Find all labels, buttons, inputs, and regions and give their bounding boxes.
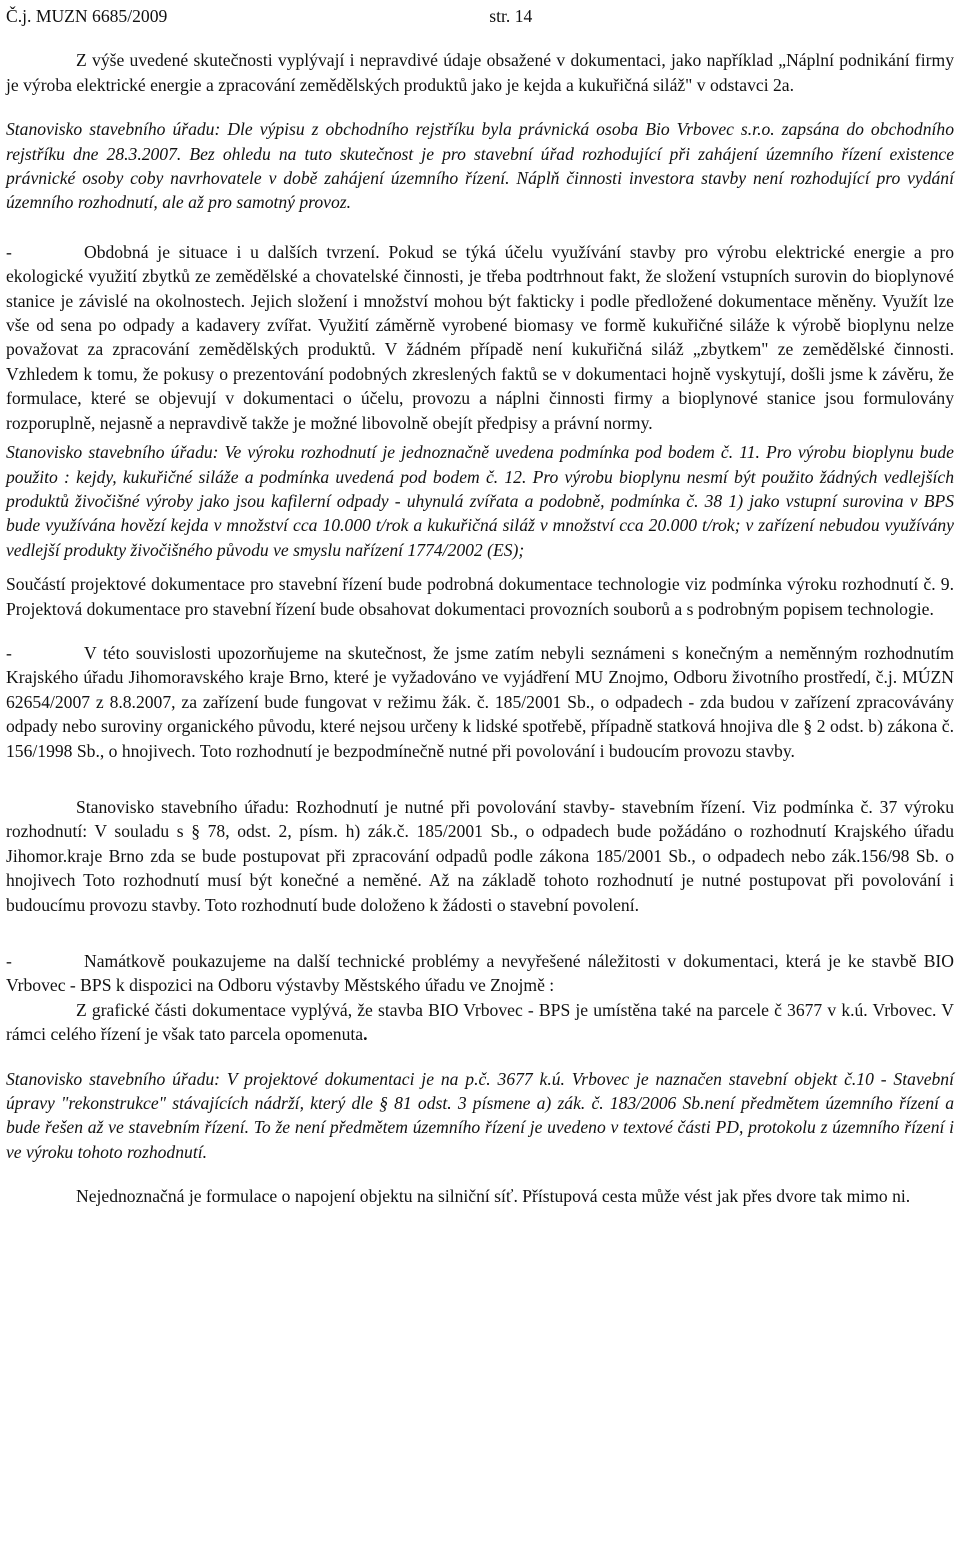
paragraph-4-statement: Stanovisko stavebního úřadu: Ve výroku rozhodnutí je jednoznačně uvedena podmínka pod bodem č. 11. Pro výrobu bioplynu bude použito : kejdy, kukuřičné siláže a podmínka uvedená pod bodem č. 12. Pro výrobu bioplynu nesmí být použito žádných vedlejších produktů živočišné výroby jako jsou kafilerní odpady - uhynulá zvířata a podobně, podmínka č. 38 1) jako vstupní surovina v BPS bude využívána hovězí kejda v množství cca 10.000 t/rok a kukuřičná siláž v množství cca 20.000 t/rok; v zařízení nebudou využívány vedlejší produkty živočišného původu ve smyslu nařízení 1774/2002 (ES);	[6, 442, 954, 560]
paragraph-8-text: Namátkově poukazujeme na další technické problémy a nevyřešené náležitosti v dokumentaci, která je ke stavbě BIO Vrbovec - BPS k dispozici na Odboru výstavby Městského úřadu ve Znojmě :	[6, 951, 954, 996]
page-header	[6, 4, 954, 28]
page-number: str. 14	[489, 6, 533, 26]
paragraph-11: Nejednoznačná je formulace o napojení objektu na silniční síť. Přístupová cesta může vést jak přes dvore tak mimo ni.	[76, 1186, 911, 1207]
dash-marker: -	[6, 951, 12, 971]
dash-marker: -	[6, 241, 12, 262]
paragraph-3-text: Obdobná je situace i u dalších tvrzení. Pokud se týká účelu využívání stavby pro výrobu elektrické energie a pro ekologické využití zbytků ze zemědělské a chovatelské činnosti, je třeba podtrhnout fakt, že složení vstupních surovin do bioplynové stanice je závislé na okolnostech. Jejich složení i množství mohou být fakticky i podle předložené dokumentace měněny. Využít lze vše od sena po odpady a kadavery zvířat. Využití záměrně vyrobené biomasy ve formě kukuřičné siláže k výrobě bioplynu nelze považovat za zpracování zemědělských produktů. V žádném případě není kukuřičná siláž „zbytkem" ze zemědělské činnosti. Vzhledem k tomu, že pokusy o prezentování podobných zkreslených faktů se v dokumentaci hojně vyskytují, došli jsme k závěru, že formulace, které se objevují v dokumentaci o účelu, provozu a náplni činnosti firmy a bioplynové stanice jsou formulovány rozporuplně, nejasně a nepravdivě takže je možné libovolně obejít předpisy a právní normy.	[6, 241, 954, 433]
paragraph-6-text: V této souvislosti upozorňujeme na skutečnost, že jsme zatím nebyli seznámeni s konečným a neměnným rozhodnutím Krajského úřadu Jihomoravského kraje Brno, které je vyžadováno ve vyjádření MU Znojmo, Odboru životního prostředí, č.j. MÚZN 62654/2007 z 8.8.2007, za zařízení bude fungovat v režimu žák. č. 185/2001 Sb., o odpadech - zda budou v zařízení zpracovávány odpady nebo suroviny organického původu, které nejsou určeny k lidské spotřebě, případně statková hnojiva dle § 2 odst. b) zákona č. 156/1998 Sb., o hnojivech. Toto rozhodnutí je bezpodmínečně nutné při povolování i budoucím provozu stavby.	[6, 642, 954, 761]
paragraph-10-statement: Stanovisko stavebního úřadu: V projektové dokumentaci je na p.č. 3677 k.ú. Vrbovec je naznačen stavební objekt č.10 - Stavební úpravy "rekonstrukce" stávajících nádrží, který dle § 81 odst. 3 písmene a) zák. č. 183/2006 Sb.není předmětem územního řízení a bude řešen až ve stavebním řízení. To že není předmětem územního řízení je uvedeno v textové části PD, protokolu z územního řízení i ve výroku tohoto rozhodnutí.	[6, 1068, 954, 1162]
paragraph-9-text: Z grafické části dokumentace vyplývá, že stavba BIO Vrbovec - BPS je umístěna také na parcele č 3677 v k.ú. Vrbovec. V rámci celého řízení je však tato parcela opomenuta	[6, 999, 954, 1045]
paragraph-5: Součástí projektové dokumentace pro stavební řízení bude podrobná dokumentace technologie viz podmínka výroku rozhodnutí č. 9. Projektová dokumentace pro stavební řízení bude obsahovat dokumentaci provozních souborů a s podrobným popisem technologie.	[6, 574, 954, 619]
paragraph-1: Z výše uvedené skutečnosti vyplývají i nepravdivé údaje obsažené v dokumentaci, jako například „Náplní podnikání firmy je výroba elektrické energie a zpracování zemědělských produktů jako je kejda a kukuřičná siláž" v odstavci 2a.	[6, 50, 954, 95]
reference-number: Č.j. MUZN 6685/2009	[6, 6, 168, 26]
paragraph-6	[6, 641, 954, 763]
paragraph-7-statement: Stanovisko stavebního úřadu: Rozhodnutí je nutné při povolování stavby- stavebním řízení. Viz podmínka č. 37 výroku rozhodnutí: V souladu s § 78, odst. 2, písm. h) zák.č. 185/2001 Sb., o odpadech bude požádáno o rozhodnutí Krajského úřadu Jihomor.kraje Brno zda se bude postupovat při zpracování odpadů podle zákona 185/2001 Sb., o odpadech nebo zák.156/98 Sb. o hnojivech Toto rozhodnutí musí být konečné a neměné. Až na základě tohoto rozhodnutí je nutné postupovat při povolování i budoucímu provozu stavby. Toto rozhodnutí bude doloženo k žádosti o stavební povolení.	[6, 796, 954, 915]
paragraph-8	[6, 949, 954, 998]
paragraph-3	[6, 240, 954, 435]
paragraph-2-statement: Stanovisko stavebního úřadu: Dle výpisu z obchodního rejstříku byla právnická osoba Bio Vrbovec s.r.o. zapsána do obchodního rejstříku dne 28.3.2007. Bez ohledu na tuto skutečnost je pro stavební úřad rozhodující při zahájení územního řízení existence právnické osoby coby navrhovatele v době zahájení územního řízení. Náplň činnosti investora stavby není rozhodující pro vydání územního rozhodnutí, ale až pro samotný provoz.	[6, 119, 954, 213]
paragraph-9	[6, 998, 954, 1047]
dash-marker: -	[6, 642, 12, 663]
paragraph-9-end: .	[363, 1024, 368, 1045]
